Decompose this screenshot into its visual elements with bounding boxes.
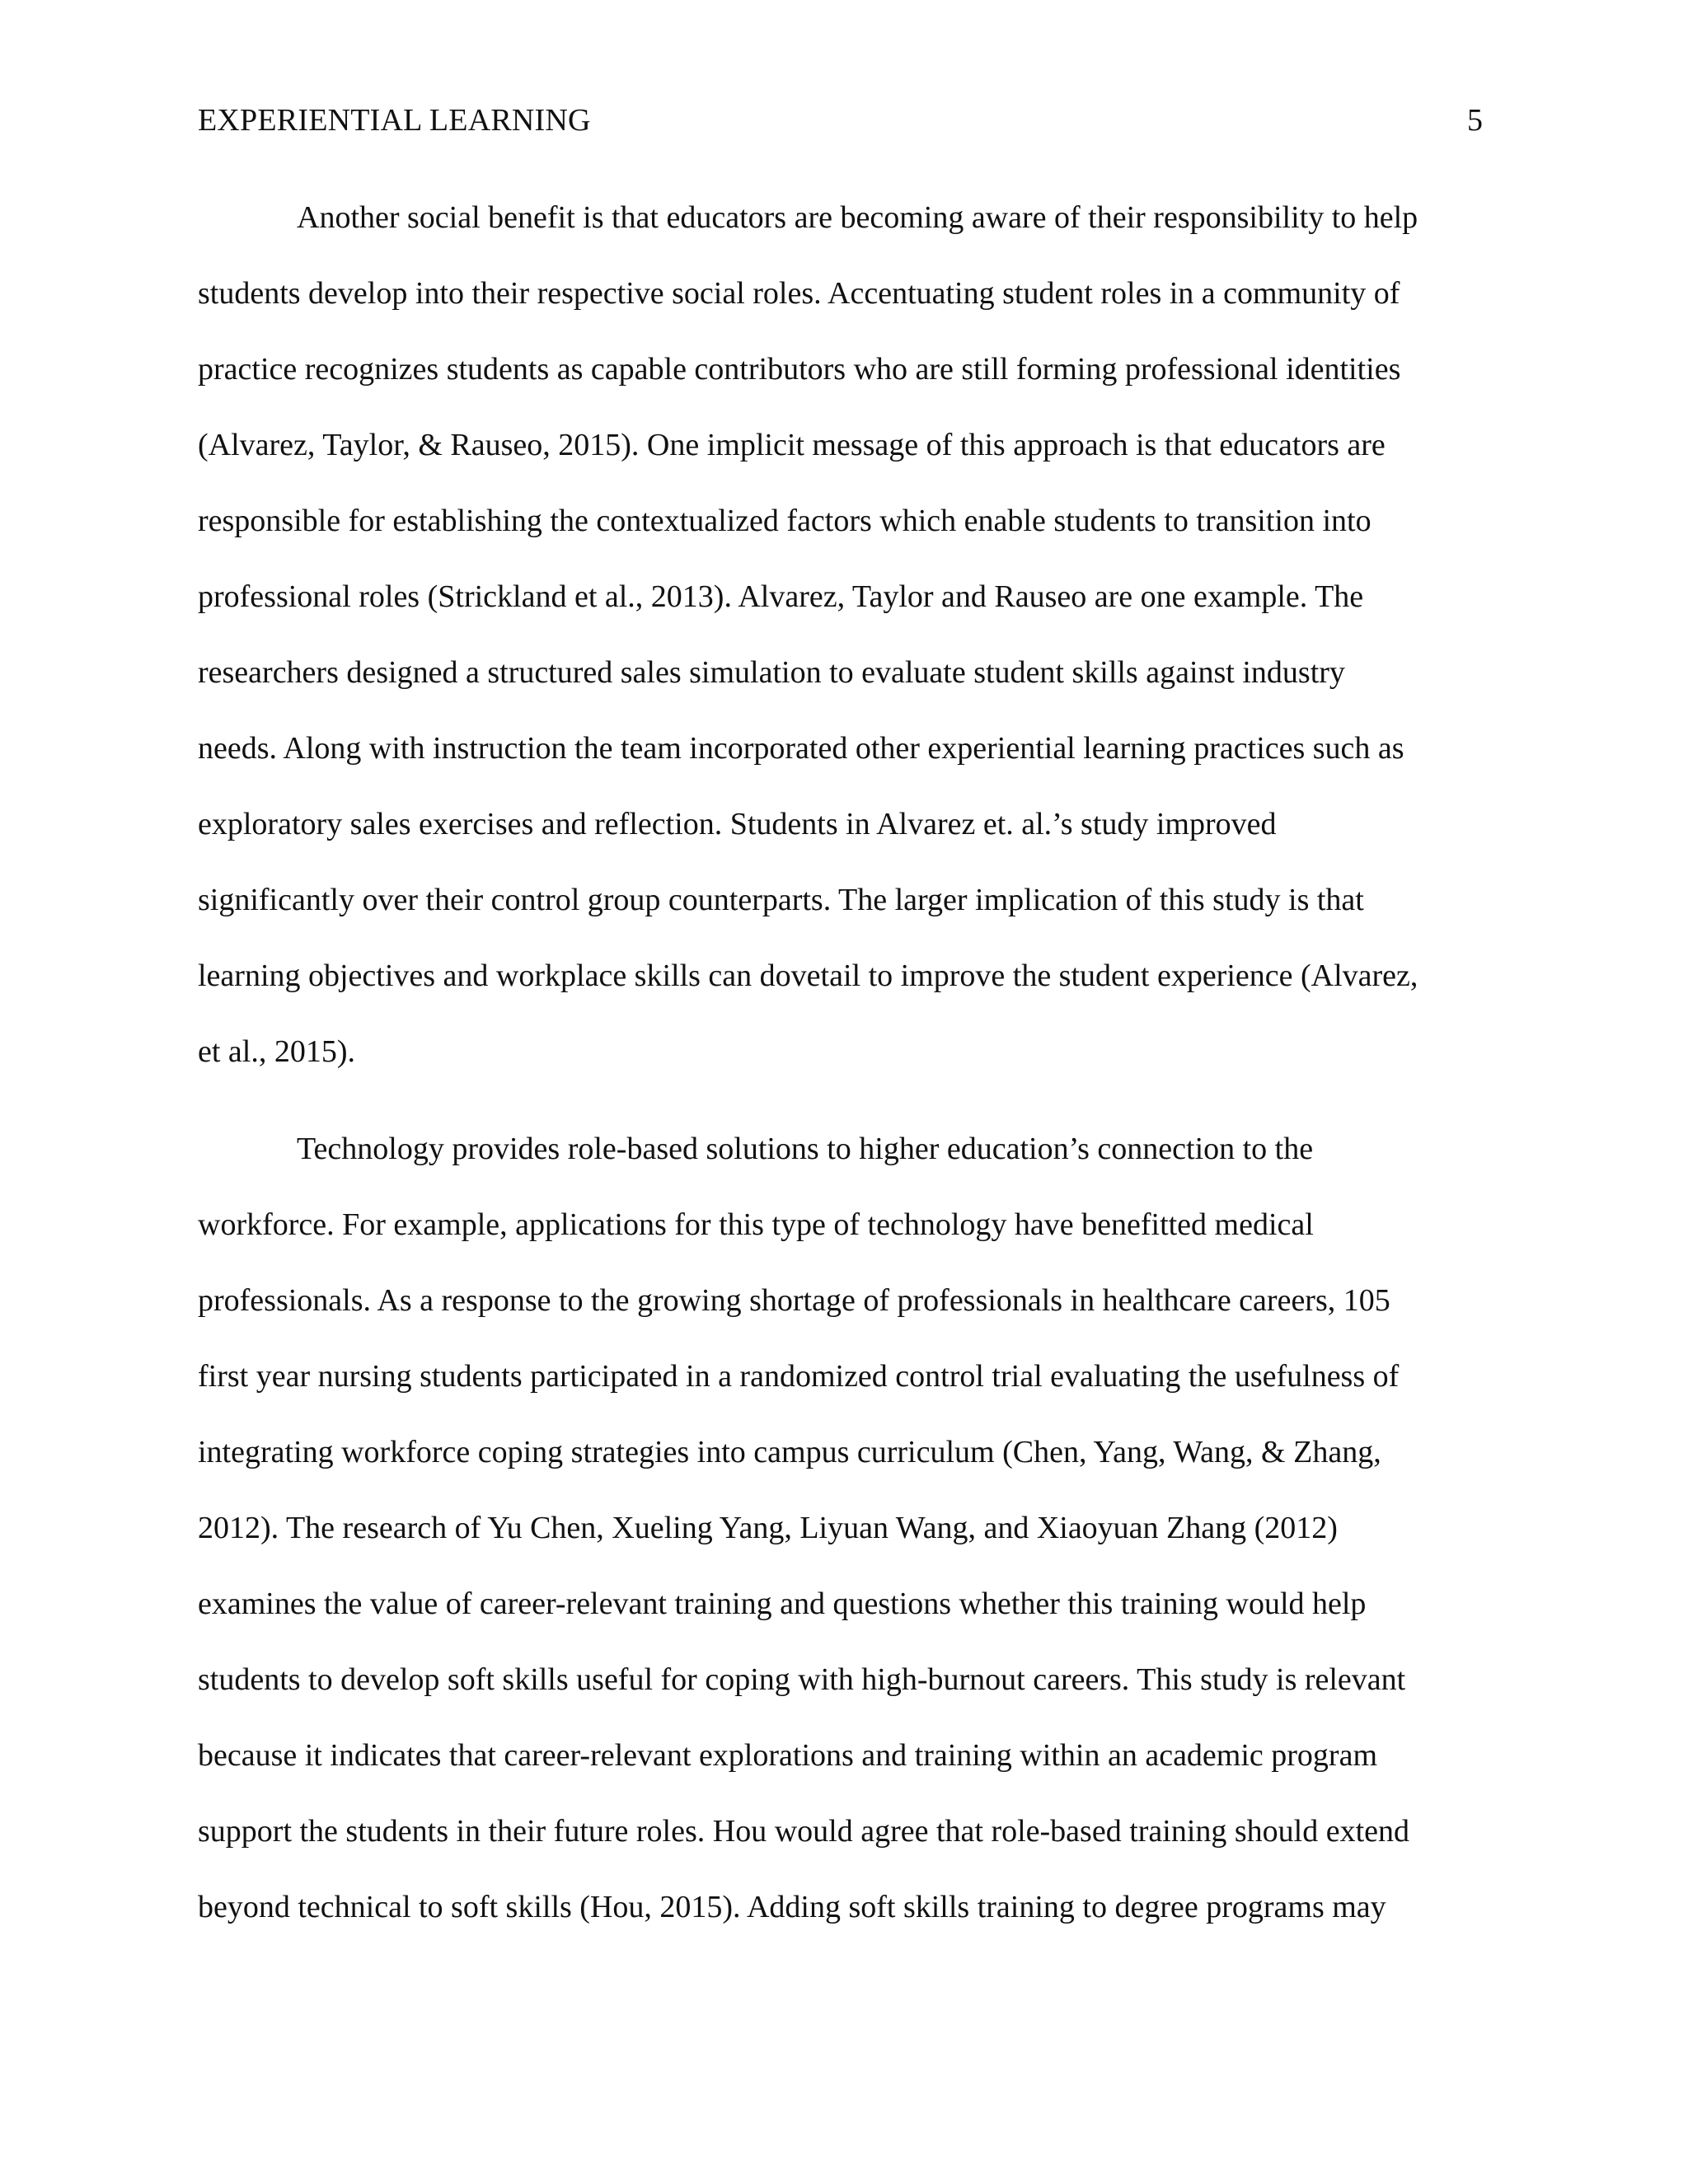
paragraph-line: Technology provides role-based solutions to higher education’s connection to the (297, 1132, 1314, 1166)
paragraph-line: beyond technical to soft skills (Hou, 2015). Adding soft skills training to degree programs may (198, 1890, 1386, 1924)
page-number: 5 (1467, 103, 1483, 138)
paragraph-line: et al., 2015). (198, 1034, 356, 1069)
paragraph-line: because it indicates that career-relevant explorations and training within an academic program (198, 1738, 1378, 1773)
paragraph-line: researchers designed a structured sales simulation to evaluate student skills against industry (198, 655, 1345, 690)
paragraph-line: learning objectives and workplace skills can dovetail to improve the student experience (Alvarez, (198, 958, 1418, 993)
paragraph-spacer (198, 1104, 1517, 1126)
running-head: EXPERIENTIAL LEARNING (198, 103, 591, 138)
paragraph-line: first year nursing students participated in a randomized control trial evaluating the usefulness of (198, 1359, 1400, 1394)
paragraph-line: significantly over their control group counterparts. The larger implication of this study is that (198, 883, 1364, 917)
paragraph-line: needs. Along with instruction the team incorporated other experiential learning practices such as (198, 731, 1404, 766)
paragraph-line: examines the value of career-relevant training and questions whether this training would help (198, 1586, 1367, 1621)
paragraph-line: professional roles (Strickland et al., 2013). Alvarez, Taylor and Rauseo are one example. The (198, 579, 1364, 614)
body-text (198, 194, 1517, 1960)
paragraph-1 (198, 194, 1517, 1104)
paragraph-line: exploratory sales exercises and reflection. Students in Alvarez et. al.’s study improved (198, 807, 1277, 841)
paragraph-line: practice recognizes students as capable contributors who are still forming professional identities (198, 352, 1401, 387)
paragraph-line: support the students in their future roles. Hou would agree that role-based training should extend (198, 1814, 1410, 1849)
paragraph-line: 2012). The research of Yu Chen, Xueling Yang, Liyuan Wang, and Xiaoyuan Zhang (2012) (198, 1511, 1338, 1545)
paragraph-line: Another social benefit is that educators are becoming aware of their responsibility to help (297, 200, 1418, 235)
paragraph-line: responsible for establishing the contextualized factors which enable students to transition into (198, 504, 1372, 538)
paragraph-line: students to develop soft skills useful for coping with high-burnout careers. This study is relevant (198, 1662, 1406, 1697)
paragraph-line: integrating workforce coping strategies into campus curriculum (Chen, Yang, Wang, & Zhang, (198, 1435, 1381, 1469)
paragraph-line: students develop into their respective social roles. Accentuating student roles in a community of (198, 276, 1400, 311)
paragraph-line: (Alvarez, Taylor, & Rauseo, 2015). One implicit message of this approach is that educators are (198, 428, 1386, 462)
paragraph-2 (198, 1126, 1517, 1960)
paragraph-line: professionals. As a response to the growing shortage of professionals in healthcare careers, 105 (198, 1283, 1390, 1318)
paragraph-line: workforce. For example, applications for this type of technology have benefitted medical (198, 1207, 1314, 1242)
